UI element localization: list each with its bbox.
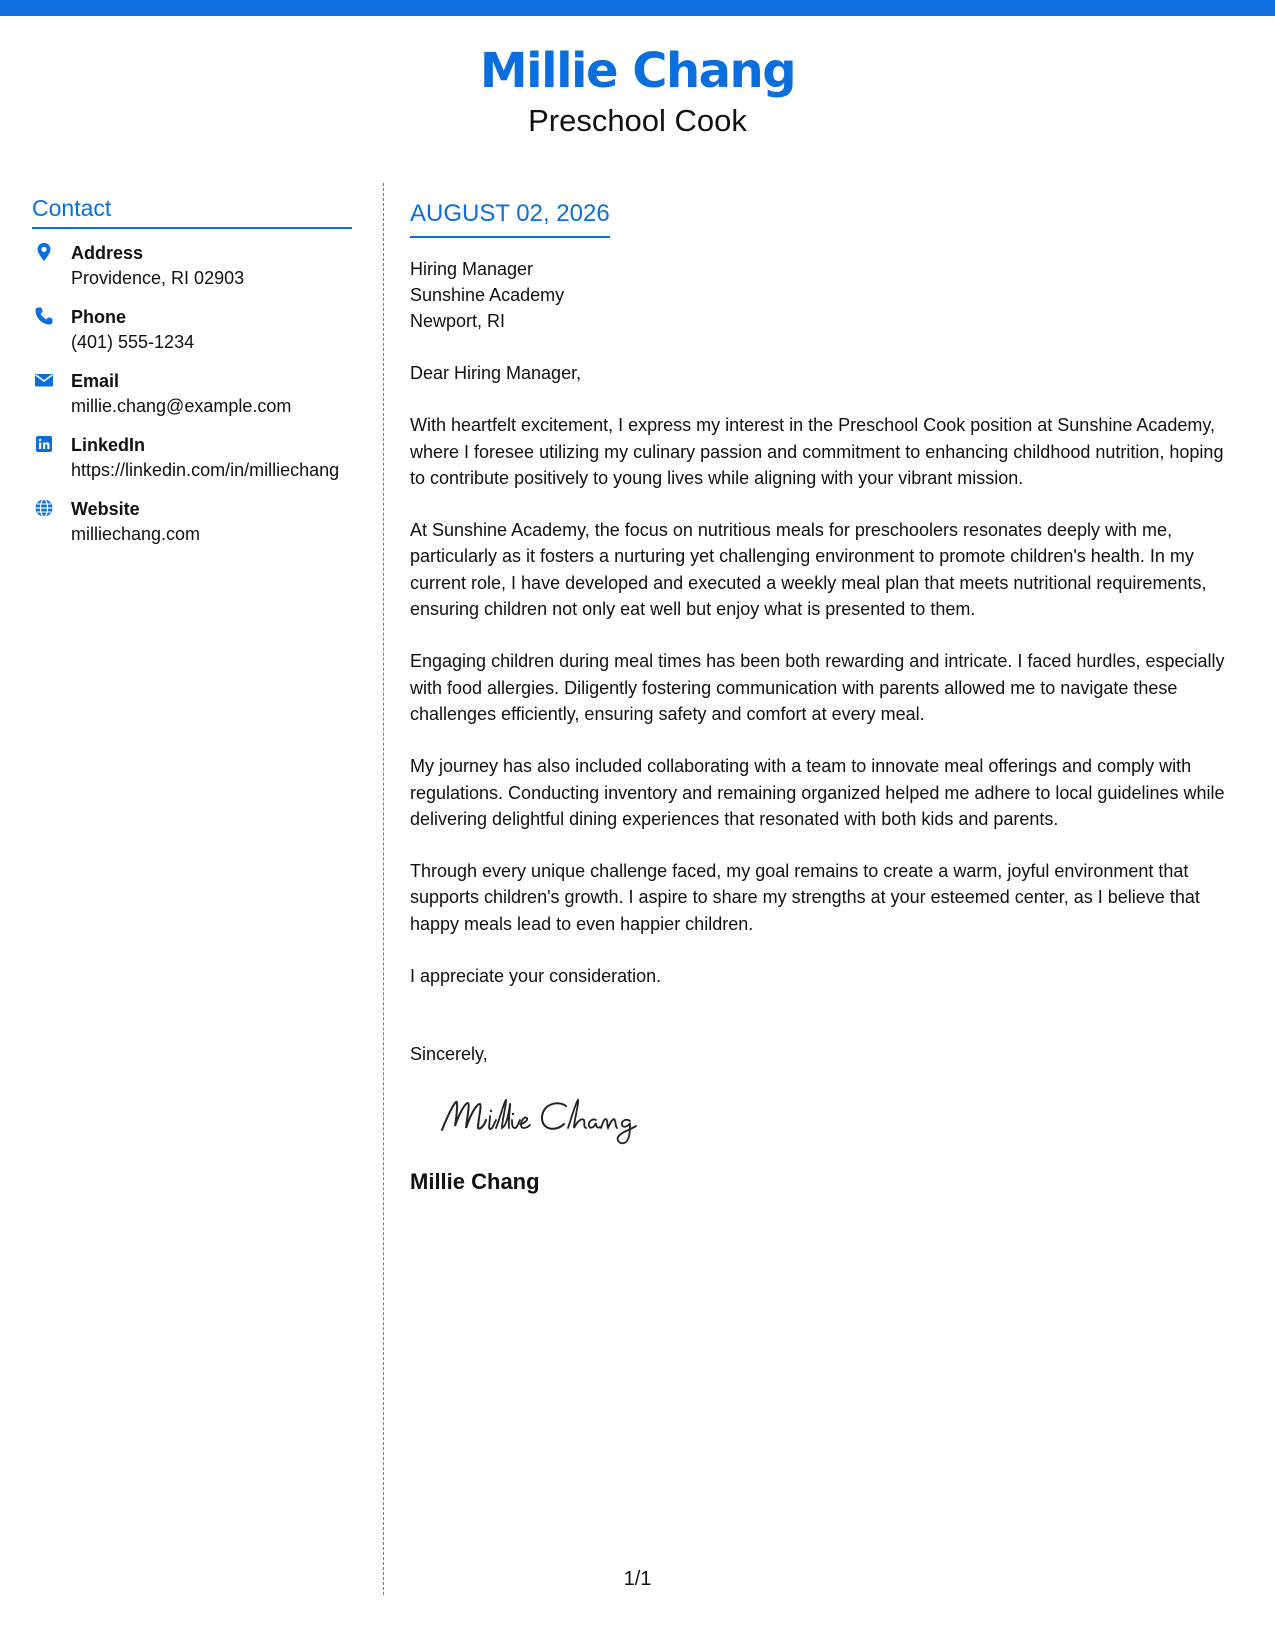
- letter-paragraph: At Sunshine Academy, the focus on nutritious meals for preschoolers resonates deeply with me, particularly as it fosters a nurturing yet challenging environment to promote children's health. In my current role, I have developed and executed a weekly meal plan that meets nutritional requirements, ensuring children not only eat well but enjoy what is presented to them.: [410, 520, 1207, 620]
- linkedin-value[interactable]: https://linkedin.com/in/milliechang: [71, 460, 340, 480]
- closing: Sincerely,: [410, 1044, 488, 1065]
- letter-paragraph: Through every unique challenge faced, my goal remains to create a warm, joyful environment that supports children's growth. I aspire to share my strengths at your esteemed center, as I believe that happy meals lead to even happier children.: [410, 861, 1200, 934]
- map-pin-icon: [34, 242, 54, 262]
- phone-icon: [34, 306, 54, 326]
- contact-item-email: [32, 369, 352, 419]
- envelope-icon: [34, 370, 54, 390]
- recipient-block: [410, 256, 1242, 334]
- globe-icon: [34, 498, 54, 518]
- page-number: 1/1: [623, 1568, 652, 1590]
- contact-sidebar: [32, 193, 352, 561]
- letter-date: AUGUST 02, 2026: [410, 198, 610, 238]
- linkedin-label: LinkedIn: [71, 435, 146, 455]
- contact-list: [32, 241, 352, 547]
- recipient-line: Newport, RI: [410, 311, 506, 331]
- website-label: Website: [71, 499, 140, 519]
- handwritten-signature: [438, 1090, 668, 1146]
- signer-name: Millie Chang: [410, 1168, 540, 1194]
- letter-paragraph: Engaging children during meal times has been both rewarding and intricate. I faced hurdles, especially with food allergies. Diligently fostering communication with parents allowed me to navigate these challenges efficiently, ensuring safety and comfort at every meal.: [410, 651, 1225, 724]
- header: [0, 40, 1275, 138]
- email-value: millie.chang@example.com: [71, 396, 292, 416]
- column-divider: [383, 183, 384, 1595]
- letter-paragraph: With heartfelt excitement, I express my interest in the Preschool Cook position at Sunshine Academy, where I foresee utilizing my culinary passion and commitment to enhancing childhood nutrition, hoping to contribute positively to young lives while aligning with your vibrant mission.: [410, 415, 1224, 488]
- top-accent-bar: [0, 0, 1275, 16]
- email-label: Email: [71, 371, 120, 391]
- address-value: Providence, RI 02903: [71, 268, 245, 288]
- job-title: Preschool Cook: [528, 103, 747, 138]
- contact-heading: Contact: [32, 193, 352, 229]
- phone-label: Phone: [71, 307, 127, 327]
- phone-value: (401) 555-1234: [71, 332, 195, 352]
- website-value[interactable]: milliechang.com: [71, 524, 201, 544]
- salutation: Dear Hiring Manager,: [410, 363, 582, 383]
- letter-body: [410, 198, 1242, 1196]
- applicant-name: Millie Chang: [479, 43, 796, 99]
- contact-item-linkedin: [32, 433, 352, 483]
- letter-paragraph: My journey has also included collaborating with a team to innovate meal offerings and comply with regulations. Conducting inventory and remaining organized helped me adhere to local guidelines while delivering delightful dining experiences that resonated with both kids and parents.: [410, 756, 1225, 829]
- contact-item-website: [32, 497, 352, 547]
- linkedin-icon: [34, 434, 54, 454]
- address-label: Address: [71, 243, 144, 263]
- contact-item-address: [32, 241, 352, 291]
- recipient-line: Hiring Manager: [410, 259, 534, 279]
- letter-paragraph: I appreciate your consideration.: [410, 966, 662, 987]
- contact-item-phone: [32, 305, 352, 355]
- recipient-line: Sunshine Academy: [410, 285, 565, 305]
